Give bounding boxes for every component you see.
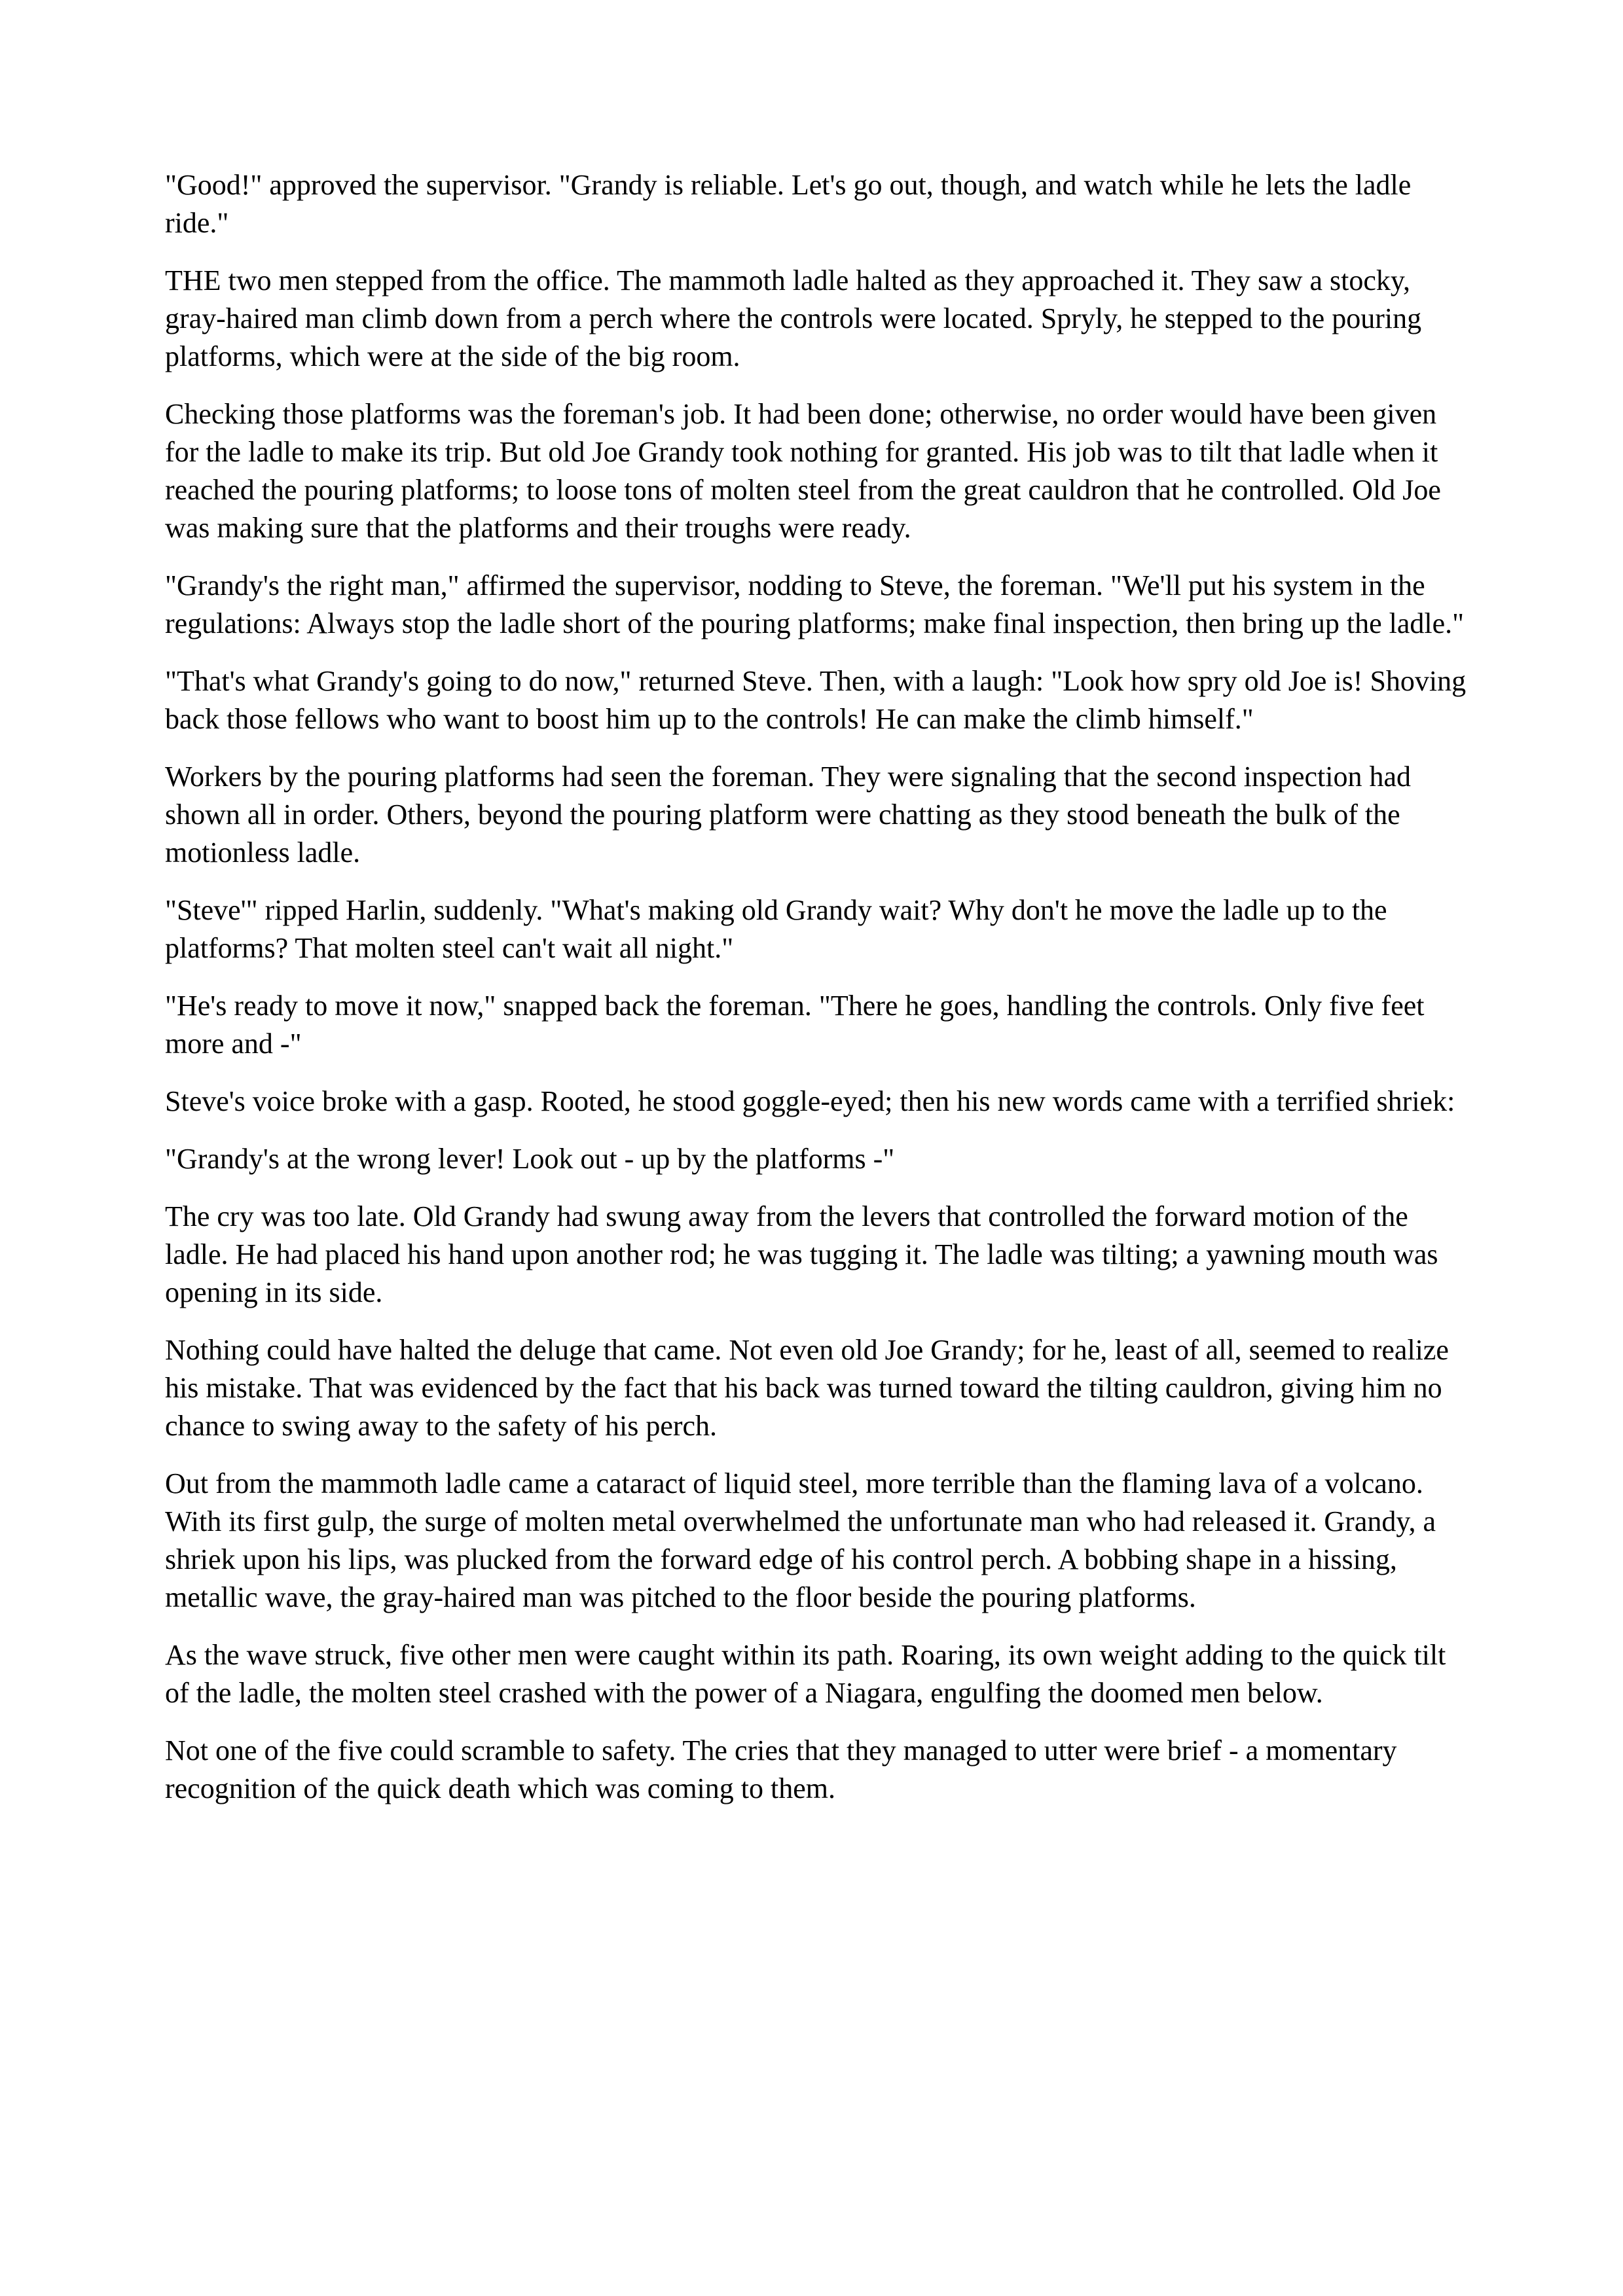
paragraph-1: "Good!" approved the supervisor. "Grandy is reliable. Let's go out, though, and watch while he lets the ladle ride."	[165, 169, 1412, 239]
paragraph-14: As the wave struck, five other men were caught within its path. Roaring, its own weight adding to the quick tilt of the ladle, the molten steel crashed with the power of a Niagara, engulfing the doomed men below.	[165, 1639, 1446, 1709]
paragraph-12: Nothing could have halted the deluge that came. Not even old Joe Grandy; for he, least of all, seemed to realize his mistake. That was evidenced by the fact that his back was turned toward the tilting cauldron, giving him no chance to swing away to the safety of his perch.	[165, 1334, 1449, 1442]
paragraph-10: "Grandy's at the wrong lever! Look out - up by the platforms -"	[165, 1143, 895, 1175]
paragraph-2: THE two men stepped from the office. The mammoth ladle halted as they approached it. They saw a stocky, gray-haired man climb down from a perch where the controls were located. Spryly, he stepped to the pouring platforms, which were at the side of the big room.	[165, 264, 1422, 372]
paragraph-9: Steve's voice broke with a gasp. Rooted, he stood goggle-eyed; then his new words came with a terrified shriek:	[165, 1085, 1455, 1117]
paragraph-15: Not one of the five could scramble to safety. The cries that they managed to utter were brief - a momentary recognition of the quick death which was coming to them.	[165, 1734, 1397, 1804]
paragraph-5: "That's what Grandy's going to do now," returned Steve. Then, with a laugh: "Look how spry old Joe is! Shoving back those fellows who want to boost him up to the controls! He can make the climb himself."	[165, 665, 1467, 735]
paragraph-8: "He's ready to move it now," snapped back the foreman. "There he goes, handling the controls. Only five feet more and -"	[165, 990, 1425, 1060]
paragraph-3: Checking those platforms was the foreman's job. It had been done; otherwise, no order would have been given for the ladle to make its trip. But old Joe Grandy took nothing for granted. His job was to tilt that ladle when it reached the pouring platforms; to loose tons of molten steel from the great cauldron that he controlled. Old Joe was making sure that the platforms and their troughs were ready.	[165, 398, 1441, 544]
paragraph-6: Workers by the pouring platforms had seen the foreman. They were signaling that the second inspection had shown all in order. Others, beyond the pouring platform were chatting as they stood beneath the bulk of the motionless ladle.	[165, 761, 1411, 869]
document-page	[165, 166, 1468, 1827]
paragraph-13: Out from the mammoth ladle came a cataract of liquid steel, more terrible than the flaming lava of a volcano. With its first gulp, the surge of molten metal overwhelmed the unfortunate man who had released it. Grandy, a shriek upon his lips, was plucked from the forward edge of his control perch. A bobbing shape in a hissing, metallic wave, the gray-haired man was pitched to the floor beside the pouring platforms.	[165, 1467, 1436, 1613]
paragraph-4: "Grandy's the right man," affirmed the supervisor, nodding to Steve, the foreman. "We'll put his system in the regulations: Always stop the ladle short of the pouring platforms; make final inspection, then bring up the ladle."	[165, 569, 1465, 639]
paragraph-7: "Steve'" ripped Harlin, suddenly. "What's making old Grandy wait? Why don't he move the ladle up to the platforms? That molten steel can't wait all night."	[165, 894, 1387, 964]
paragraph-11: The cry was too late. Old Grandy had swung away from the levers that controlled the forward motion of the ladle. He had placed his hand upon another rod; he was tugging it. The ladle was tilting; a yawning mouth was opening in its side.	[165, 1200, 1438, 1308]
